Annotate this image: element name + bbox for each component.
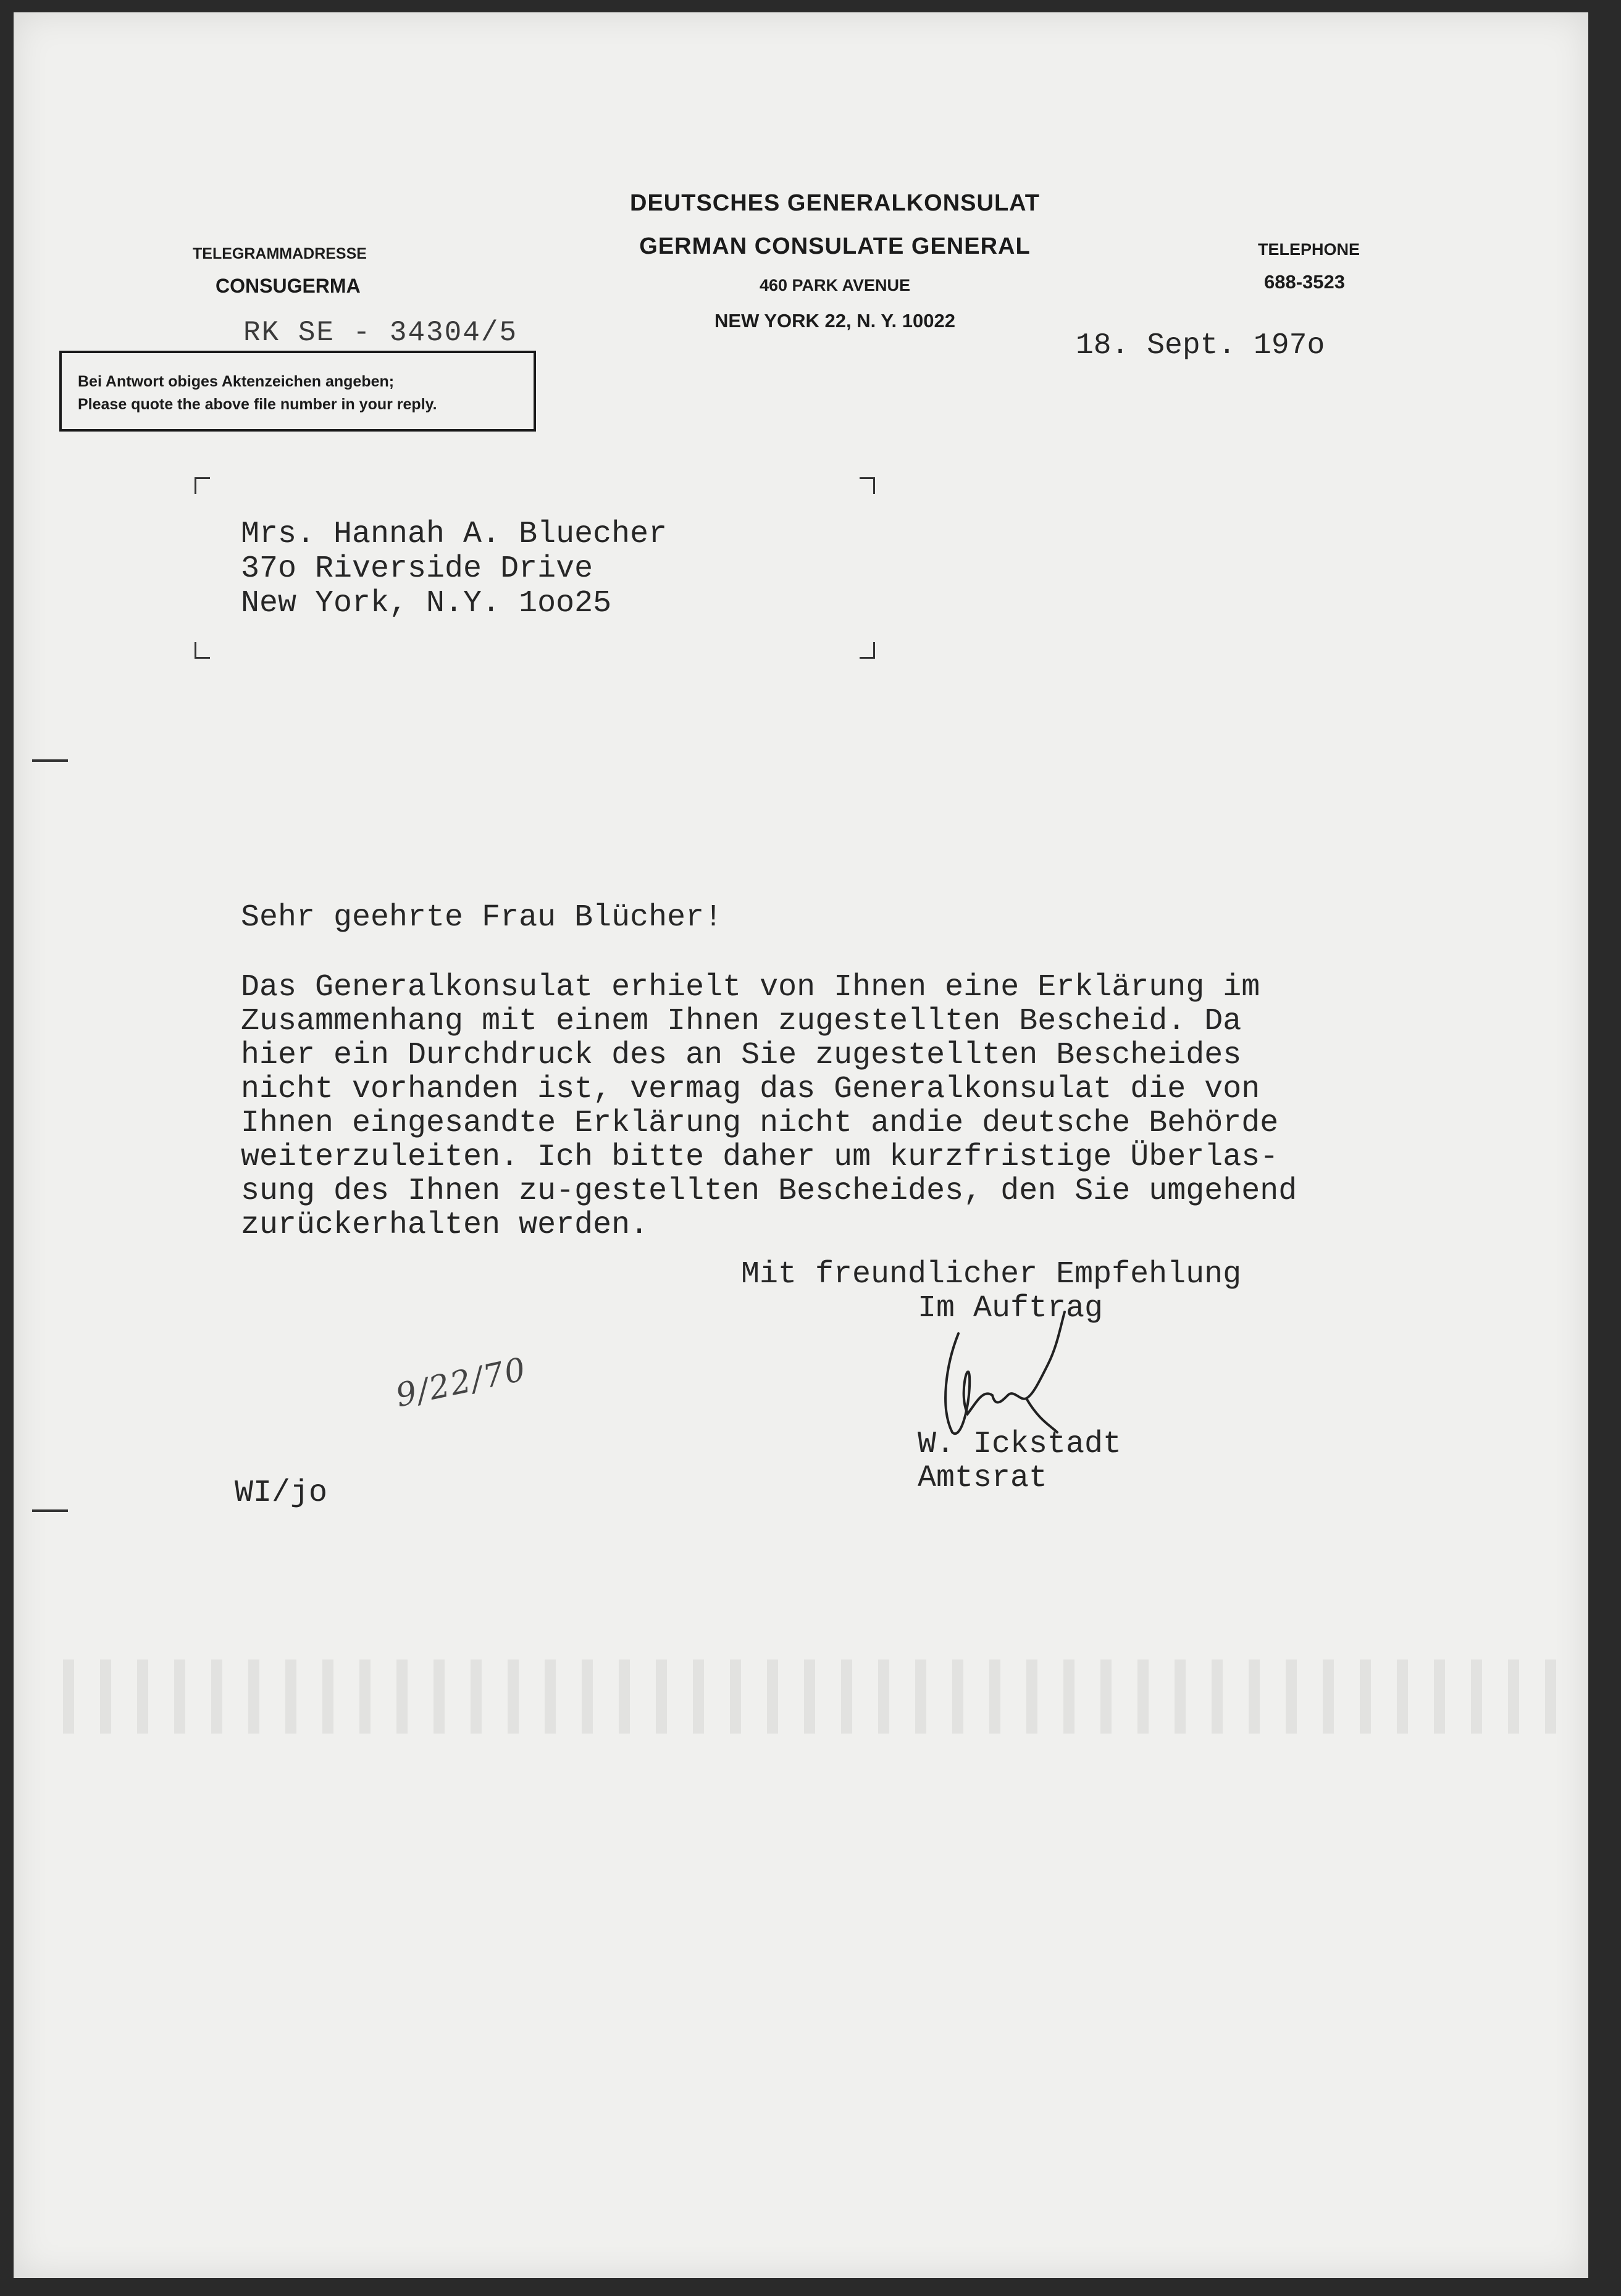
letter-body (241, 971, 1414, 1242)
body-line: Zusammenhang mit einem Ihnen zugestellten Bescheid. Da (241, 1004, 1242, 1039)
address-corner-mark (860, 477, 875, 494)
reply-note-en: Please quote the above file number in your reply. (78, 396, 437, 413)
file-reference: RK SE - 34304/5 (243, 317, 518, 349)
salutation: Sehr geehrte Frau Blücher! (241, 900, 723, 935)
letterhead-title-en: GERMAN CONSULATE GENERAL (639, 233, 1031, 259)
handwritten-date: 9/22/70 (392, 1351, 530, 1415)
recipient-name: Mrs. Hannah A. Bluecher (241, 517, 668, 552)
signer-title: Amtsrat (918, 1461, 1048, 1496)
recipient-city: New York, N.Y. 1oo25 (241, 586, 612, 621)
show-through-texture (63, 1659, 1570, 1734)
typist-initials: WI/jo (235, 1476, 328, 1511)
recipient-street: 37o Riverside Drive (241, 551, 593, 587)
address-corner-mark (860, 642, 875, 659)
recipient-address (241, 517, 667, 621)
body-line: weiterzuleiten. Ich bitte daher um kurzfristige Überlas- (241, 1140, 1279, 1175)
fold-mark (32, 1509, 68, 1512)
letter-date: 18. Sept. 197o (1076, 329, 1325, 362)
fold-mark (32, 759, 68, 762)
reply-note-de: Bei Antwort obiges Aktenzeichen angeben; (78, 373, 395, 390)
signer-name: W. Ickstadt (918, 1427, 1122, 1462)
body-line: hier ein Durchdruck des an Sie zugestellten Bescheides (241, 1038, 1242, 1073)
letterhead-city: NEW YORK 22, N. Y. 10022 (714, 310, 955, 332)
body-line: Ihnen eingesandte Erklärung nicht andie deutsche Behörde (241, 1106, 1279, 1141)
telephone-value: 688-3523 (1264, 271, 1346, 293)
address-corner-mark (195, 642, 210, 659)
telegram-value: CONSUGERMA (216, 275, 361, 297)
body-line: zurückerhalten werden. (241, 1208, 649, 1243)
reply-note-box (59, 351, 536, 432)
signer-block (918, 1427, 1121, 1495)
closing-line: Mit freundlicher Empfehlung (741, 1257, 1242, 1292)
closing-line: Im Auftrag (918, 1291, 1104, 1326)
letter-page (14, 12, 1588, 2278)
body-line: nicht vorhanden ist, vermag das Generalkonsulat die von (241, 1072, 1260, 1107)
telegram-label: TELEGRAMMADRESSE (193, 245, 367, 262)
letterhead-title-de: DEUTSCHES GENERALKONSULAT (630, 190, 1040, 216)
body-line: sung des Ihnen zu-gestellten Bescheides, den Sie umgehend (241, 1174, 1297, 1209)
telephone-label: TELEPHONE (1258, 240, 1360, 259)
body-line: Das Generalkonsulat erhielt von Ihnen eine Erklärung im (241, 970, 1260, 1005)
address-corner-mark (195, 477, 210, 494)
letterhead-street: 460 PARK AVENUE (759, 276, 911, 294)
